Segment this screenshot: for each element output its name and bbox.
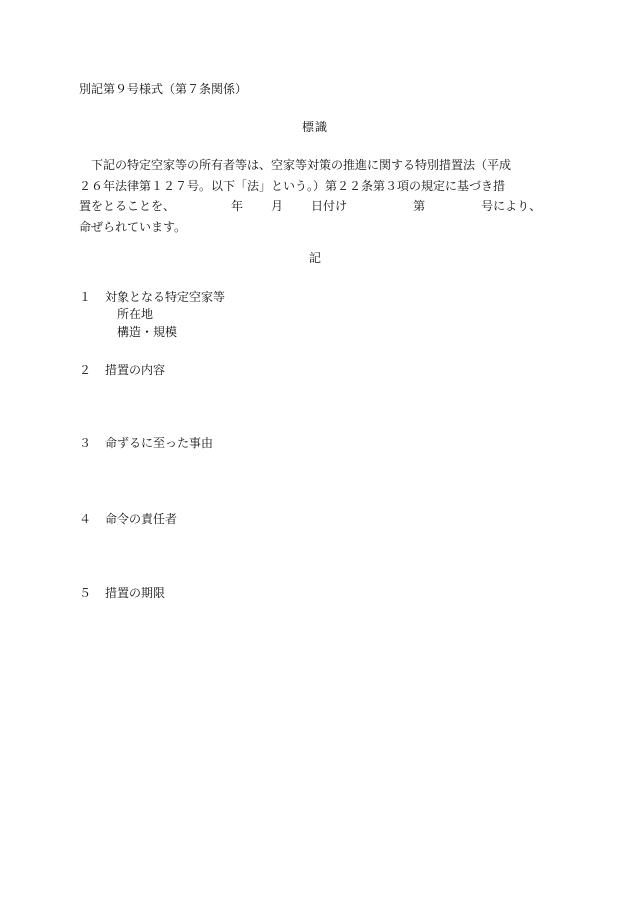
body-line-4: 命ぜられています。 <box>79 219 187 234</box>
ki-heading: 記 <box>308 251 321 265</box>
item-4-label: 命令の責任者 <box>105 512 178 526</box>
item-1 <box>79 288 225 305</box>
dai-label: 第 <box>413 199 426 213</box>
item-1-location: 所在地 <box>117 307 154 321</box>
item-4 <box>79 510 177 527</box>
item-5 <box>79 584 165 601</box>
document-title: 標識 <box>301 120 328 134</box>
item-5-label: 措置の期限 <box>105 586 166 600</box>
item-3-number: ３ <box>79 436 92 450</box>
body-line-2: ２６年法律第１２７号。以下「法」という。）第２２条第３項の規定に基づき措 <box>79 178 506 193</box>
body-line-1: 下記の特定空家等の所有者等は、空家等対策の推進に関する特別措置法（平成 <box>91 158 512 172</box>
body-line-3 <box>79 196 554 217</box>
item-2-label: 措置の内容 <box>105 363 166 377</box>
day-label: 日付け <box>311 199 348 213</box>
item-5-number: ５ <box>79 586 92 600</box>
notice-body <box>79 155 554 237</box>
item-2 <box>79 361 165 378</box>
go-label: 号により、 <box>481 199 542 213</box>
item-1-label: 対象となる特定空家等 <box>105 290 226 304</box>
item-1-structure: 構造・規模 <box>117 325 178 339</box>
item-3-label: 命ずるに至った事由 <box>105 436 214 450</box>
form-number: 別記第９号様式（第７条関係） <box>79 82 248 96</box>
item-1-number: １ <box>79 290 92 304</box>
item-3 <box>79 434 213 451</box>
month-label: 月 <box>271 199 284 213</box>
body-line-3-text: 置をとることを、 <box>79 199 176 213</box>
item-4-number: ４ <box>79 512 92 526</box>
item-2-number: ２ <box>79 363 92 377</box>
year-label: 年 <box>231 199 244 213</box>
